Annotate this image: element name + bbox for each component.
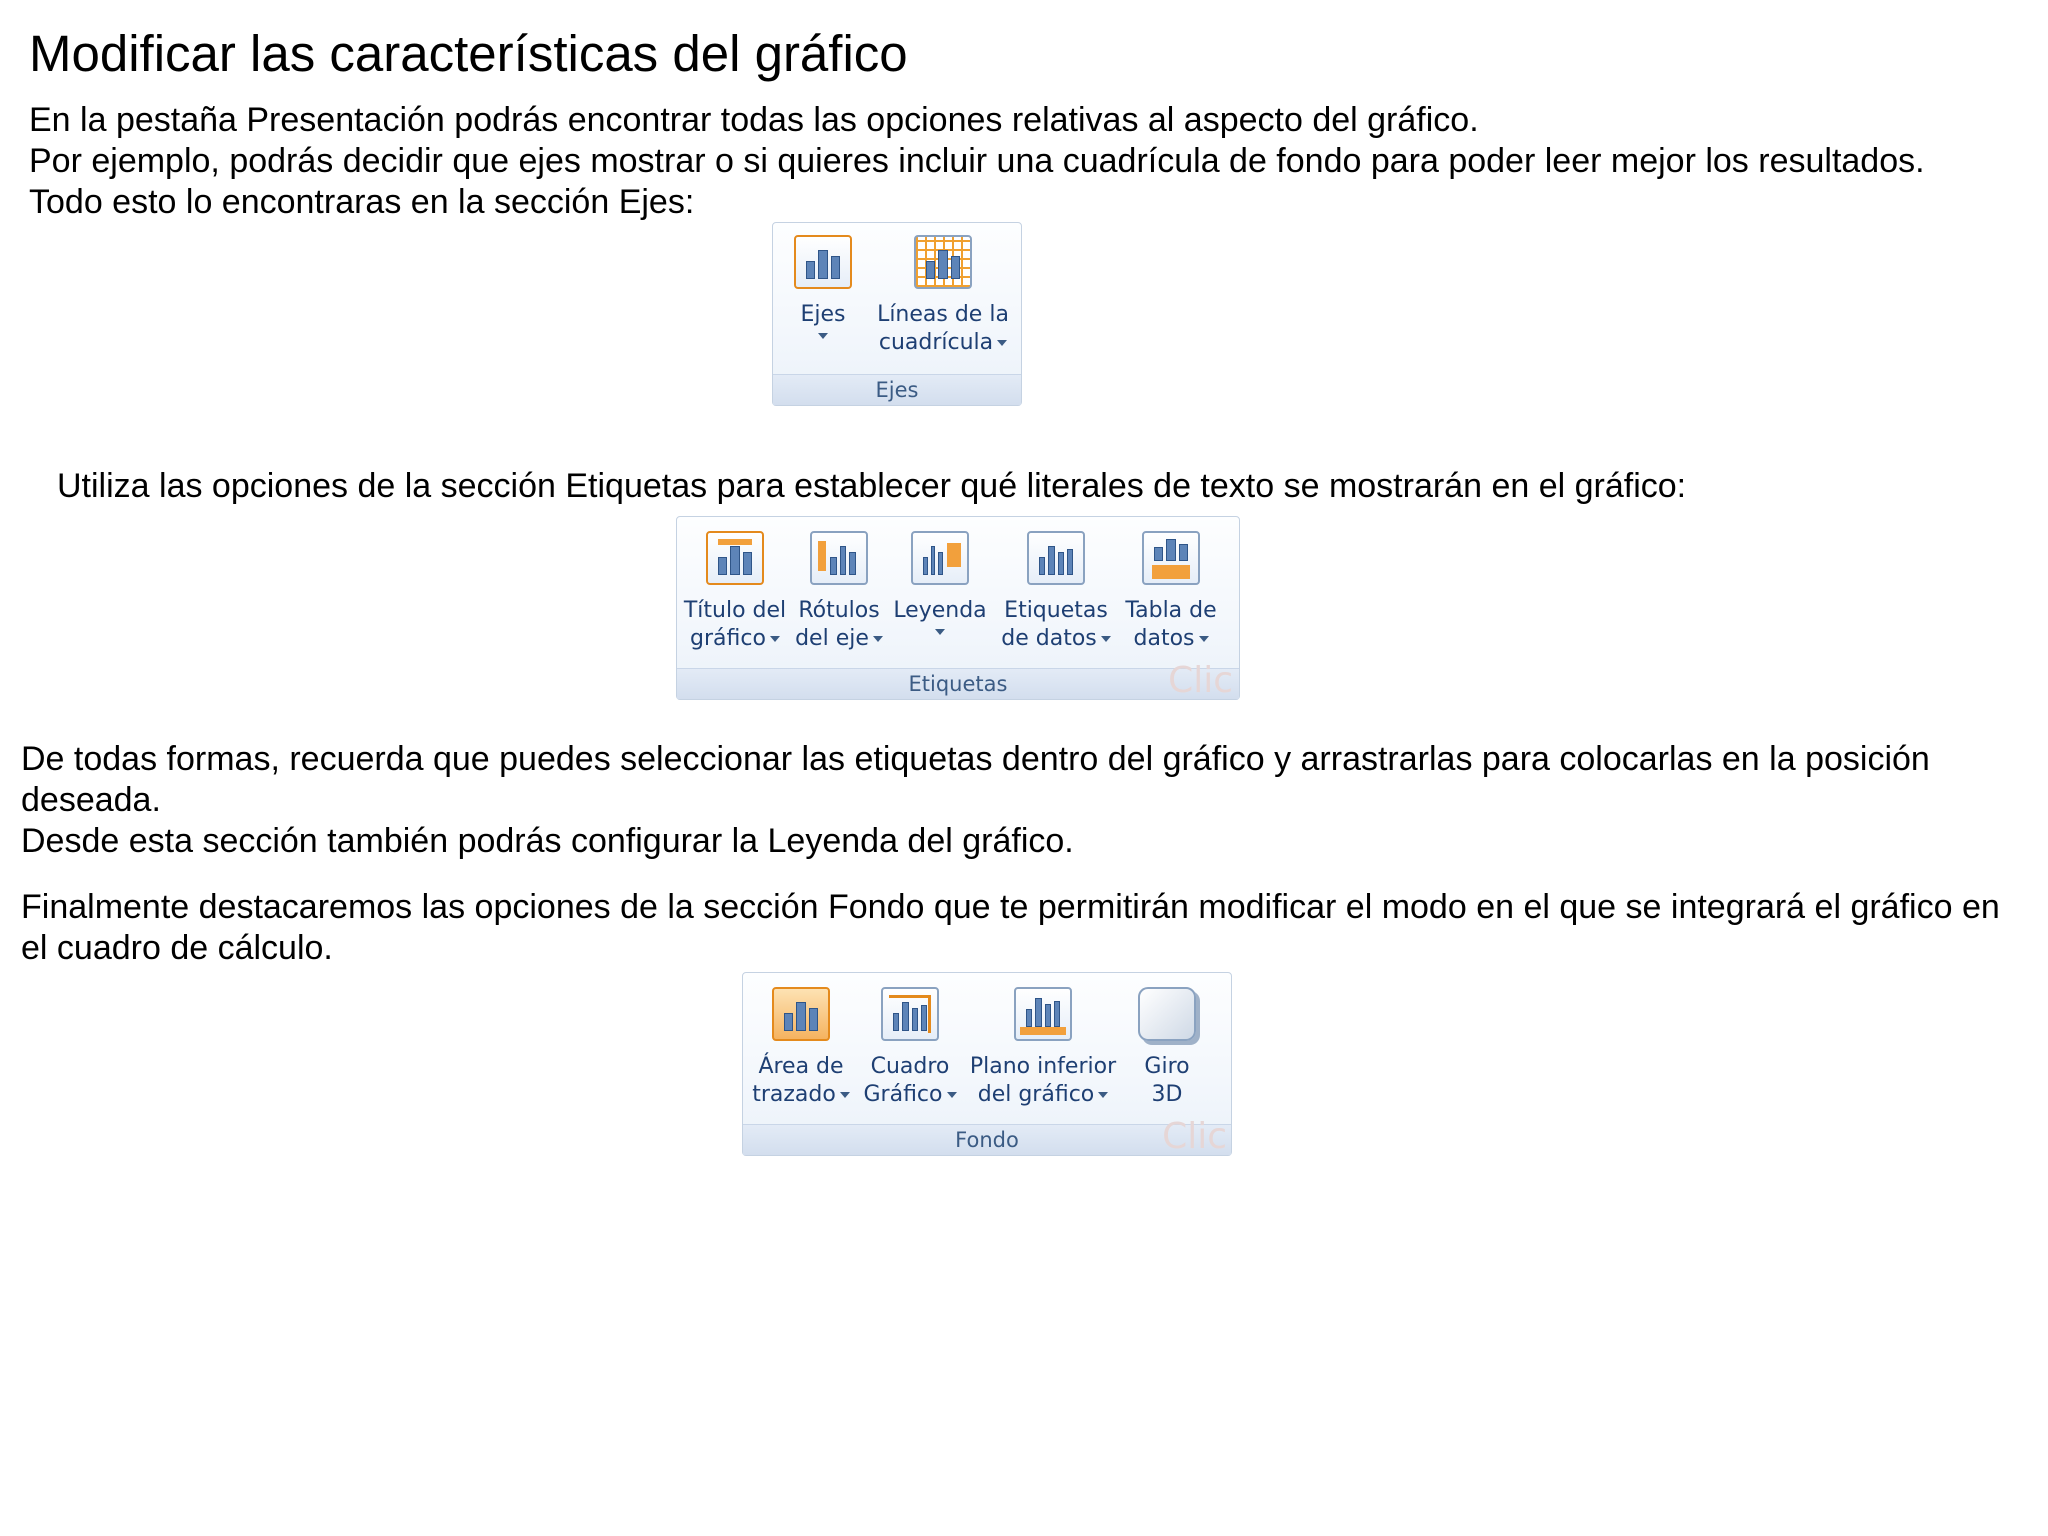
etiquetas-intro: Utiliza las opciones de la sección Etiquetas para establecer qué literales de texto se mostrarán en el gráfico:: [57, 467, 1687, 505]
chart-floor-icon: [1014, 987, 1072, 1041]
chart-floor-label-1: Plano inferior: [969, 1054, 1117, 1079]
chevron-down-icon: [1098, 1092, 1108, 1098]
intro-line-2: Por ejemplo, podrás decidir que ejes mostrar o si quieres incluir una cuadrícula de fondo para poder leer mejor los resultados.: [29, 142, 1925, 180]
ejes-button[interactable]: [783, 235, 863, 339]
data-labels-button[interactable]: [995, 531, 1117, 653]
ejes-button-label: Ejes: [800, 302, 846, 327]
axes-chart-icon: [794, 235, 852, 289]
chart-title-button[interactable]: [681, 531, 789, 653]
chevron-down-icon: [873, 636, 883, 642]
data-table-button[interactable]: [1119, 531, 1223, 653]
paragraph-fondo: Finalmente destacaremos las opciones de la sección Fondo que te permitirán modificar el modo en el que se integrará el gráfico en el cuadro de cálculo.: [21, 888, 2000, 967]
intro-line-1: En la pestaña Presentación podrás encontrar todas las opciones relativas al aspecto del gráfico.: [29, 101, 1479, 139]
chevron-down-icon: [818, 333, 828, 339]
paragraph-drag-labels: De todas formas, recuerda que puedes seleccionar las etiquetas dentro del gráfico y arrastrarlas para colocarlas en la posición deseada.: [21, 740, 1930, 819]
data-table-icon: [1142, 531, 1200, 585]
chart-title-label-2: gráfico: [690, 626, 766, 651]
chart-floor-button[interactable]: [965, 987, 1121, 1109]
data-table-label-2: datos: [1133, 626, 1195, 651]
data-labels-icon: [1027, 531, 1085, 585]
3d-rotation-label-2: 3D: [1151, 1082, 1183, 1107]
ribbon-group-ejes: [772, 222, 1022, 406]
gridlines-button[interactable]: [873, 235, 1013, 357]
chart-title-icon: [706, 531, 764, 585]
gridlines-button-label-2: cuadrícula: [878, 330, 994, 355]
plot-area-label-2: trazado: [752, 1082, 836, 1107]
3d-rotation-label-1: Giro: [1144, 1054, 1190, 1079]
ribbon-group-fondo: [742, 972, 1232, 1156]
gridlines-chart-icon: [914, 235, 972, 289]
plot-area-button[interactable]: [747, 987, 855, 1109]
chevron-down-icon: [770, 636, 780, 642]
data-labels-label-2: de datos: [1001, 626, 1097, 651]
legend-icon: [911, 531, 969, 585]
3d-rotation-button[interactable]: [1125, 987, 1209, 1109]
chevron-down-icon: [840, 1092, 850, 1098]
data-labels-label-1: Etiquetas: [1004, 598, 1108, 623]
chevron-down-icon: [947, 1092, 957, 1098]
legend-button[interactable]: [891, 531, 989, 635]
paragraph-legend: Desde esta sección también podrás configurar la Leyenda del gráfico.: [21, 822, 1074, 860]
chart-wall-label-1: Cuadro: [870, 1054, 950, 1079]
plot-area-icon: [772, 987, 830, 1041]
watermark-logo: Clic: [1162, 1116, 1227, 1157]
chevron-down-icon: [1199, 636, 1209, 642]
data-table-label-1: Tabla de: [1125, 598, 1217, 623]
3d-rotation-icon: [1138, 987, 1196, 1041]
chart-wall-icon: [881, 987, 939, 1041]
watermark-logo: Clic: [1168, 660, 1233, 701]
ribbon-group-label: Etiquetas: [677, 668, 1239, 699]
chart-floor-label-2: del gráfico: [977, 1082, 1095, 1107]
chevron-down-icon: [997, 340, 1007, 346]
gridlines-button-label-1: Líneas de la: [877, 302, 1009, 327]
chevron-down-icon: [1101, 636, 1111, 642]
axis-titles-icon: [810, 531, 868, 585]
chart-wall-button[interactable]: [859, 987, 961, 1109]
page-title: Modificar las características del gráfico: [29, 25, 908, 82]
ribbon-group-label: Ejes: [773, 374, 1021, 405]
chart-wall-label-2: Gráfico: [863, 1082, 943, 1107]
ribbon-group-etiquetas: [676, 516, 1240, 700]
ribbon-group-label: Fondo: [743, 1124, 1231, 1155]
chevron-down-icon: [935, 629, 945, 635]
legend-label: Leyenda: [893, 598, 987, 623]
axis-titles-label-1: Rótulos: [798, 598, 880, 623]
axis-titles-button[interactable]: [791, 531, 887, 653]
axis-titles-label-2: del eje: [795, 626, 869, 651]
chart-title-label-1: Título del: [683, 598, 787, 623]
plot-area-label-1: Área de: [758, 1054, 844, 1079]
intro-line-3: Todo esto lo encontraras en la sección Ejes:: [29, 183, 695, 221]
